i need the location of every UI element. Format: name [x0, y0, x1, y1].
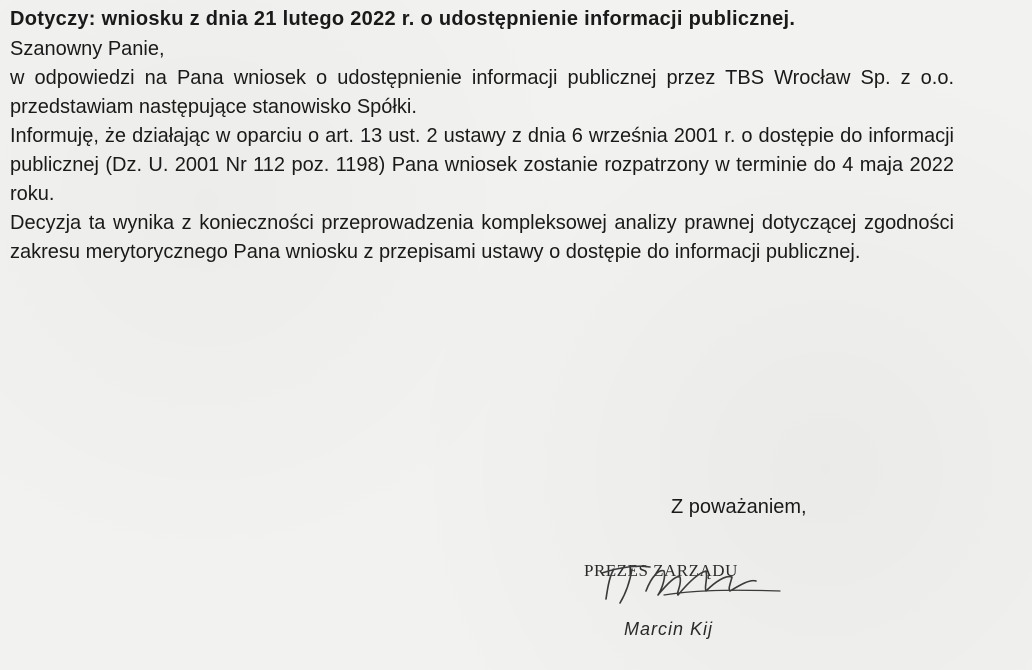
paragraph-deadline-info: Informuję, że działając w oparciu o art. 13 ust. 2 ustawy z dnia 6 września 2001 r. o dostępie do informacji publicznej (Dz. U. 2001 Nr 112 poz. 1198) Pana wniosek zostanie rozpatrzony w terminie do 4 maja 2022 roku.: [10, 125, 954, 205]
handwritten-signature: [580, 555, 840, 625]
signer-name: Marcin Kij: [624, 619, 714, 639]
paragraph-response-intro: w odpowiedzi na Pana wniosek o udostępnienie informacji publicznej przez TBS Wrocław Sp. z o.o. przedstawiam następujące stanowisko Spółki.: [10, 67, 954, 118]
salutation: Szanowny Panie,: [10, 38, 165, 60]
letter-subject: Dotyczy: wniosku z dnia 21 lutego 2022 r. o udostępnienie informacji publicznej.: [10, 8, 796, 30]
signature-block: [580, 555, 840, 665]
closing-phrase: Z poważaniem,: [671, 496, 807, 518]
paragraph-decision-reason: Decyzja ta wynika z konieczności przeprowadzenia kompleksowej analizy prawnej dotyczącej zgodności zakresu merytorycznego Pana wniosku z przepisami ustawy o dostępie do informacji publicznej.: [10, 212, 954, 263]
stamp-title: PREZES ZARZĄDU: [584, 561, 738, 580]
letter-body: [10, 4, 954, 267]
